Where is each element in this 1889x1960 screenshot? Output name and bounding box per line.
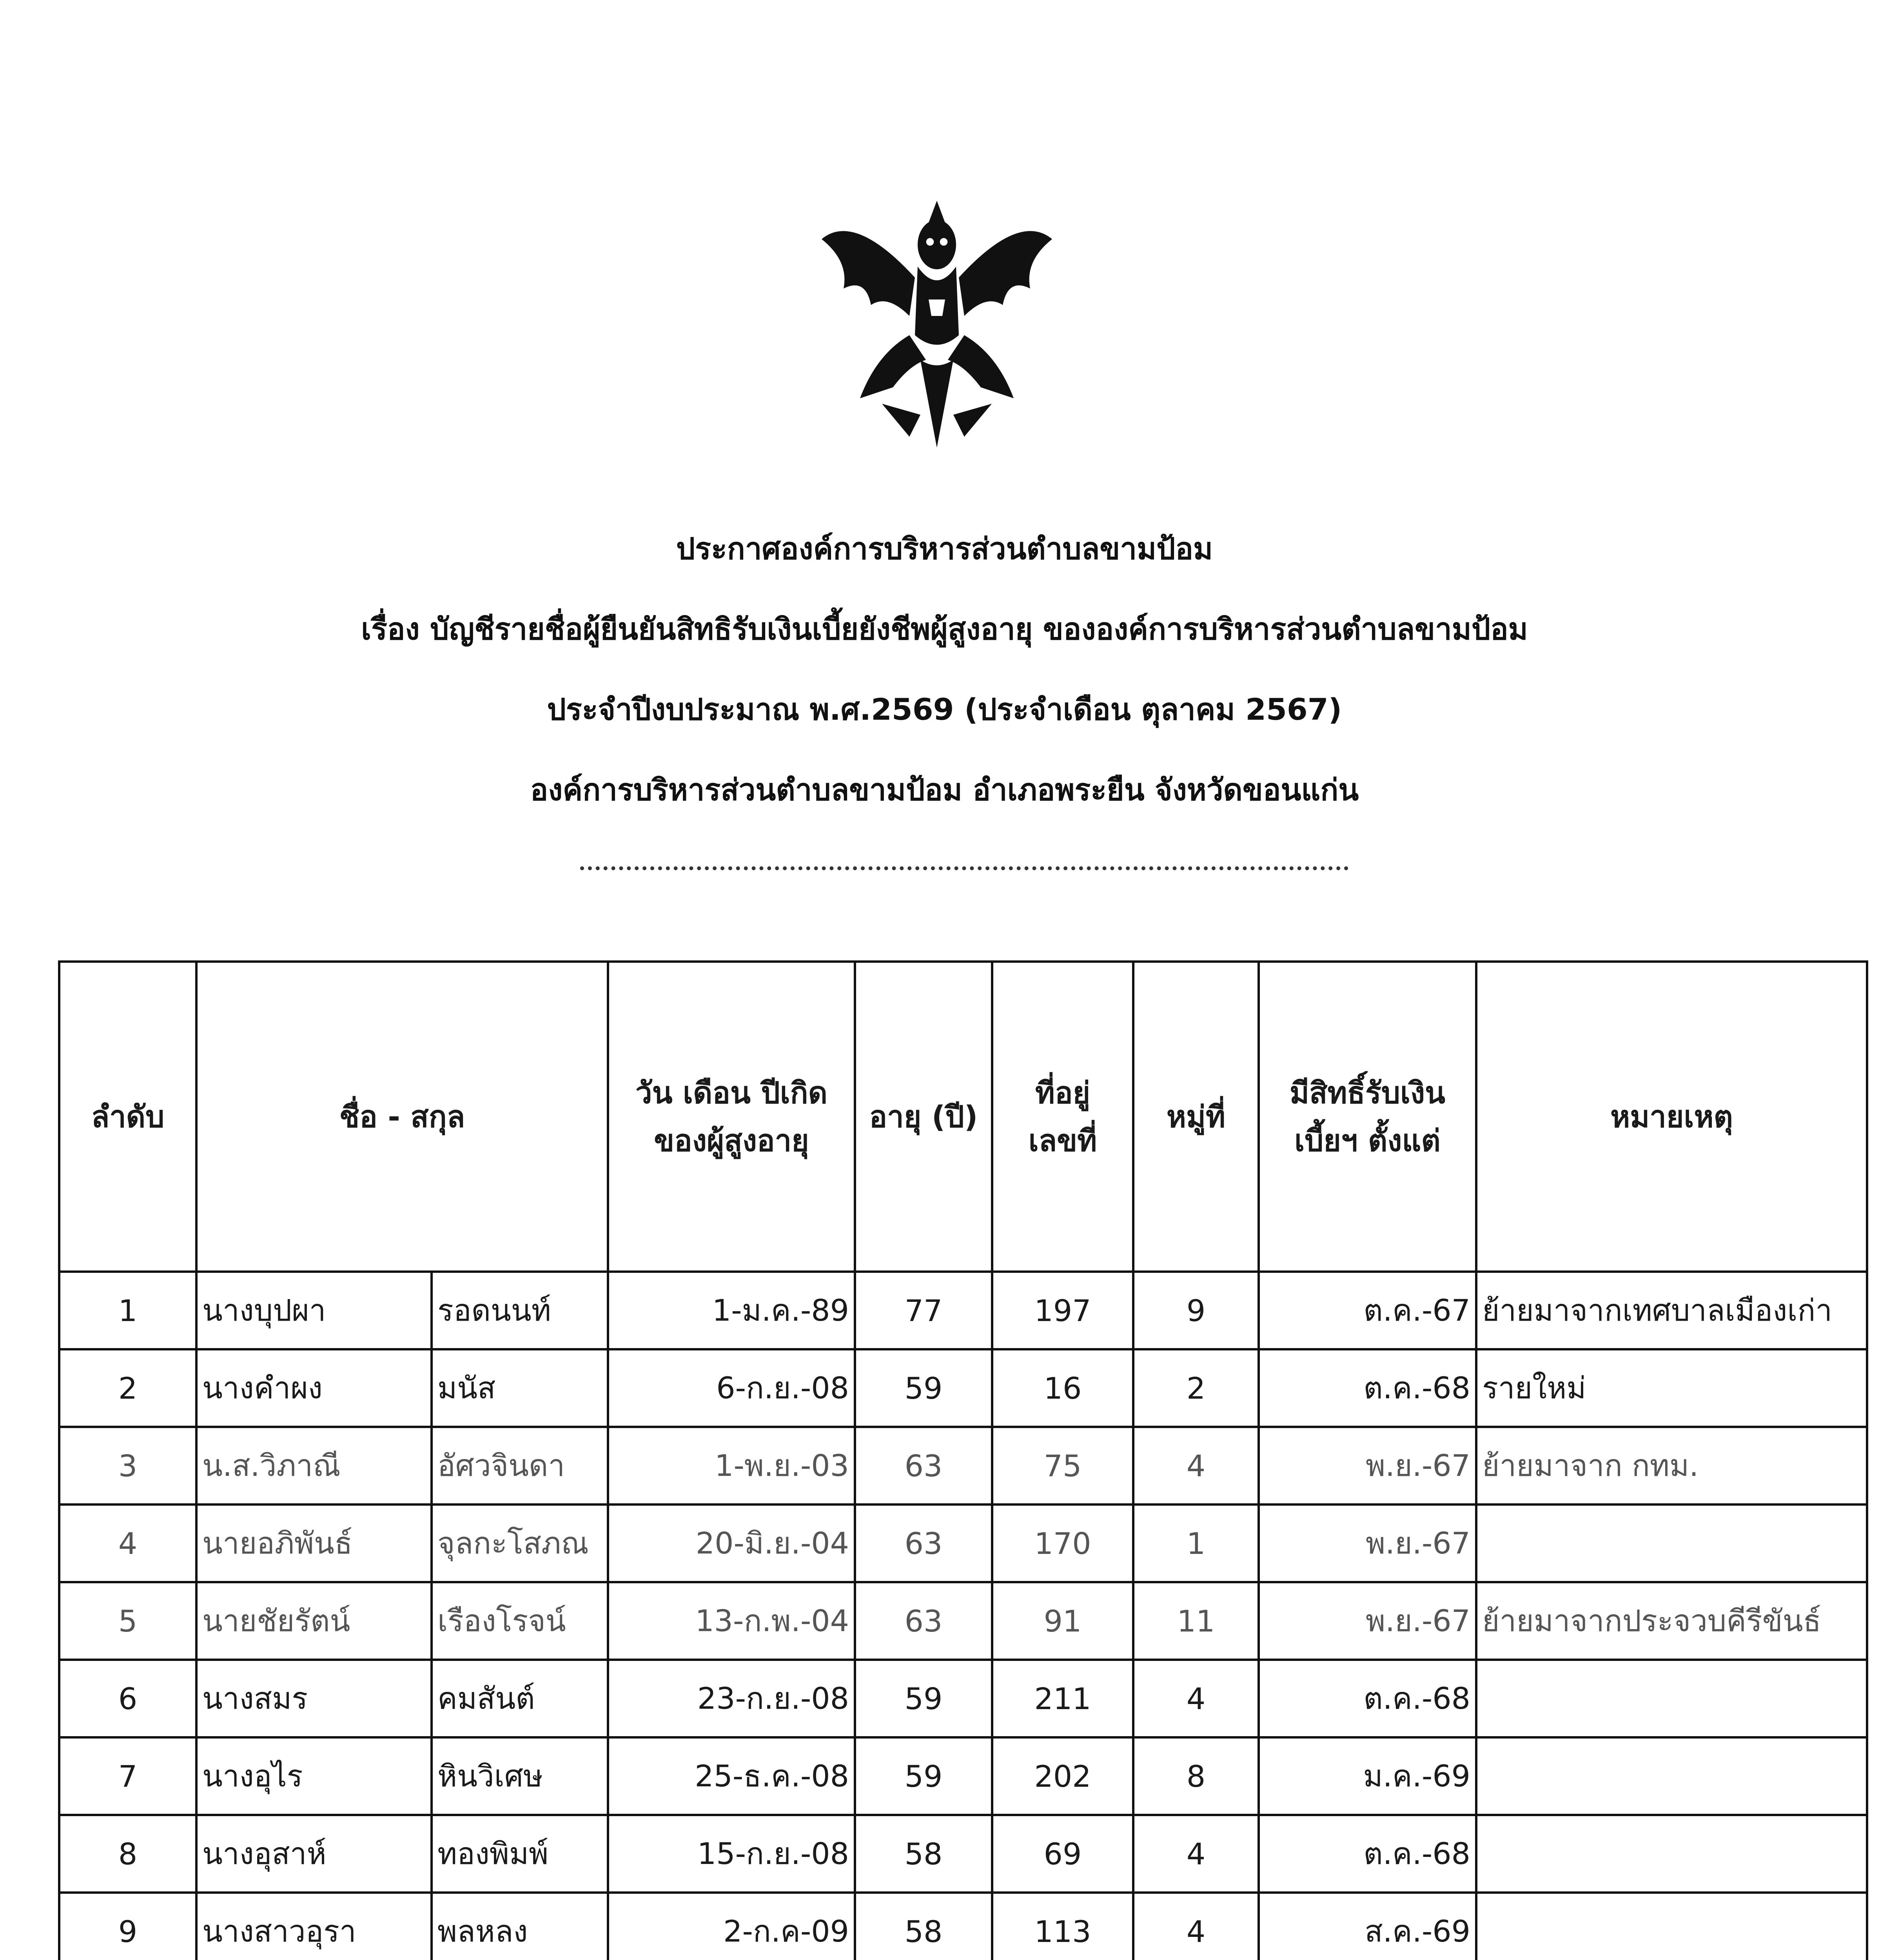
cell-house: 211 bbox=[992, 1660, 1133, 1737]
cell-village: 2 bbox=[1133, 1349, 1259, 1427]
cell-house: 16 bbox=[992, 1349, 1133, 1427]
cell-no: 2 bbox=[59, 1349, 196, 1427]
cell-no: 8 bbox=[59, 1815, 196, 1893]
cell-remark bbox=[1476, 1504, 1867, 1582]
table-row bbox=[59, 1272, 1867, 1349]
cell-village: 8 bbox=[1133, 1737, 1259, 1815]
cell-house: 170 bbox=[992, 1504, 1133, 1582]
cell-last-name: หินวิเศษ bbox=[432, 1737, 608, 1815]
cell-no: 7 bbox=[59, 1737, 196, 1815]
col-no-header: ลำดับ bbox=[59, 962, 196, 1272]
dotted-divider bbox=[580, 866, 1348, 870]
cell-first-name: นางสาวอุรา bbox=[196, 1893, 432, 1960]
cell-village: 1 bbox=[1133, 1504, 1259, 1582]
col-dob-header: วัน เดือน ปีเกิด ของผู้สูงอายุ bbox=[608, 962, 855, 1272]
cell-since: พ.ย.-67 bbox=[1259, 1427, 1476, 1504]
cell-no: 6 bbox=[59, 1660, 196, 1737]
cell-last-name: รอดนนท์ bbox=[432, 1272, 608, 1349]
cell-house: 91 bbox=[992, 1582, 1133, 1660]
cell-no: 9 bbox=[59, 1893, 196, 1960]
cell-first-name: นางสมร bbox=[196, 1660, 432, 1737]
cell-last-name: คมสันต์ bbox=[432, 1660, 608, 1737]
cell-house: 197 bbox=[992, 1272, 1133, 1349]
cell-dob: 20-มิ.ย.-04 bbox=[608, 1504, 855, 1582]
garuda-emblem bbox=[800, 184, 1074, 459]
cell-age: 59 bbox=[855, 1737, 992, 1815]
col-remark-header: หมายเหตุ bbox=[1476, 962, 1867, 1272]
cell-last-name: เรืองโรจน์ bbox=[432, 1582, 608, 1660]
cell-remark: ย้ายมาจากเทศบาลเมืองเก่า bbox=[1476, 1272, 1867, 1349]
cell-first-name: นางบุปผา bbox=[196, 1272, 432, 1349]
cell-dob: 13-ก.พ.-04 bbox=[608, 1582, 855, 1660]
cell-village: 4 bbox=[1133, 1815, 1259, 1893]
cell-first-name: น.ส.วิภาณี bbox=[196, 1427, 432, 1504]
cell-since: ม.ค.-69 bbox=[1259, 1737, 1476, 1815]
cell-since: ต.ค.-68 bbox=[1259, 1660, 1476, 1737]
cell-since: ต.ค.-67 bbox=[1259, 1272, 1476, 1349]
cell-last-name: จุลกะโสภณ bbox=[432, 1504, 608, 1582]
cell-dob: 6-ก.ย.-08 bbox=[608, 1349, 855, 1427]
cell-age: 59 bbox=[855, 1660, 992, 1737]
cell-age: 58 bbox=[855, 1815, 992, 1893]
cell-dob: 2-ก.ค-09 bbox=[608, 1893, 855, 1960]
fiscal-year-line: ประจำปีงบประมาณ พ.ศ.2569 (ประจำเดือน ตุลาคม 2567) bbox=[547, 692, 1342, 727]
cell-first-name: นางอุสาห์ bbox=[196, 1815, 432, 1893]
cell-remark: รายใหม่ bbox=[1476, 1349, 1867, 1427]
table-row bbox=[59, 1582, 1867, 1660]
col-name-header: ชื่อ - สกุล bbox=[196, 962, 608, 1272]
cell-dob: 1-พ.ย.-03 bbox=[608, 1427, 855, 1504]
cell-village: 4 bbox=[1133, 1893, 1259, 1960]
table-row bbox=[59, 1427, 1867, 1504]
cell-age: 58 bbox=[855, 1893, 992, 1960]
announcement-subject: เรื่อง บัญชีรายชื่อผู้ยืนยันสิทธิรับเงินเบี้ยยังชีพผู้สูงอายุ ขององค์การบริหารส่วนตำบลขามป้อม bbox=[361, 612, 1528, 646]
cell-village: 9 bbox=[1133, 1272, 1259, 1349]
col-house-header: ที่อยู่ เลขที่ bbox=[992, 962, 1133, 1272]
cell-house: 69 bbox=[992, 1815, 1133, 1893]
cell-remark bbox=[1476, 1893, 1867, 1960]
cell-dob: 15-ก.ย.-08 bbox=[608, 1815, 855, 1893]
table-row bbox=[59, 1504, 1867, 1582]
cell-no: 3 bbox=[59, 1427, 196, 1504]
cell-village: 11 bbox=[1133, 1582, 1259, 1660]
cell-age: 59 bbox=[855, 1349, 992, 1427]
col-entitled-header: มีสิทธิ์รับเงิน เบี้ยฯ ตั้งแต่ bbox=[1259, 962, 1476, 1272]
cell-no: 5 bbox=[59, 1582, 196, 1660]
cell-house: 202 bbox=[992, 1737, 1133, 1815]
cell-no: 4 bbox=[59, 1504, 196, 1582]
table-row bbox=[59, 1349, 1867, 1427]
cell-since: ต.ค.-68 bbox=[1259, 1349, 1476, 1427]
cell-last-name: ทองพิมพ์ bbox=[432, 1815, 608, 1893]
cell-remark bbox=[1476, 1815, 1867, 1893]
cell-house: 75 bbox=[992, 1427, 1133, 1504]
cell-last-name: พลหลง bbox=[432, 1893, 608, 1960]
cell-house: 113 bbox=[992, 1893, 1133, 1960]
cell-age: 77 bbox=[855, 1272, 992, 1349]
cell-last-name: อัศวจินดา bbox=[432, 1427, 608, 1504]
cell-first-name: นายชัยรัตน์ bbox=[196, 1582, 432, 1660]
col-age-header: อายุ (ปี) bbox=[855, 962, 992, 1272]
cell-since: พ.ย.-67 bbox=[1259, 1504, 1476, 1582]
cell-last-name: มนัส bbox=[432, 1349, 608, 1427]
cell-village: 4 bbox=[1133, 1660, 1259, 1737]
cell-dob: 1-ม.ค.-89 bbox=[608, 1272, 855, 1349]
cell-dob: 25-ธ.ค.-08 bbox=[608, 1737, 855, 1815]
cell-remark: ย้ายมาจากประจวบคีรีขันธ์ bbox=[1476, 1582, 1867, 1660]
cell-dob: 23-ก.ย.-08 bbox=[608, 1660, 855, 1737]
table-row bbox=[59, 1660, 1867, 1737]
cell-age: 63 bbox=[855, 1427, 992, 1504]
cell-remark bbox=[1476, 1737, 1867, 1815]
table-header-row bbox=[59, 962, 1867, 1272]
elderly-allowance-table bbox=[58, 960, 1868, 1960]
cell-village: 4 bbox=[1133, 1427, 1259, 1504]
cell-first-name: นายอภิพันธ์ bbox=[196, 1504, 432, 1582]
table-row bbox=[59, 1815, 1867, 1893]
cell-no: 1 bbox=[59, 1272, 196, 1349]
cell-age: 63 bbox=[855, 1582, 992, 1660]
cell-first-name: นางคำผง bbox=[196, 1349, 432, 1427]
table-row bbox=[59, 1737, 1867, 1815]
cell-remark: ย้ายมาจาก กทม. bbox=[1476, 1427, 1867, 1504]
cell-since: พ.ย.-67 bbox=[1259, 1582, 1476, 1660]
organization-address: องค์การบริหารส่วนตำบลขามป้อม อำเภอพระยืน จังหวัดขอนแก่น bbox=[530, 772, 1359, 807]
col-village-header: หมู่ที่ bbox=[1133, 962, 1259, 1272]
cell-age: 63 bbox=[855, 1504, 992, 1582]
cell-first-name: นางอุไร bbox=[196, 1737, 432, 1815]
table-row bbox=[59, 1893, 1867, 1960]
announcement-title: ประกาศองค์การบริหารส่วนตำบลขามป้อม bbox=[676, 531, 1213, 566]
cell-since: ส.ค.-69 bbox=[1259, 1893, 1476, 1960]
cell-remark bbox=[1476, 1660, 1867, 1737]
cell-since: ต.ค.-68 bbox=[1259, 1815, 1476, 1893]
